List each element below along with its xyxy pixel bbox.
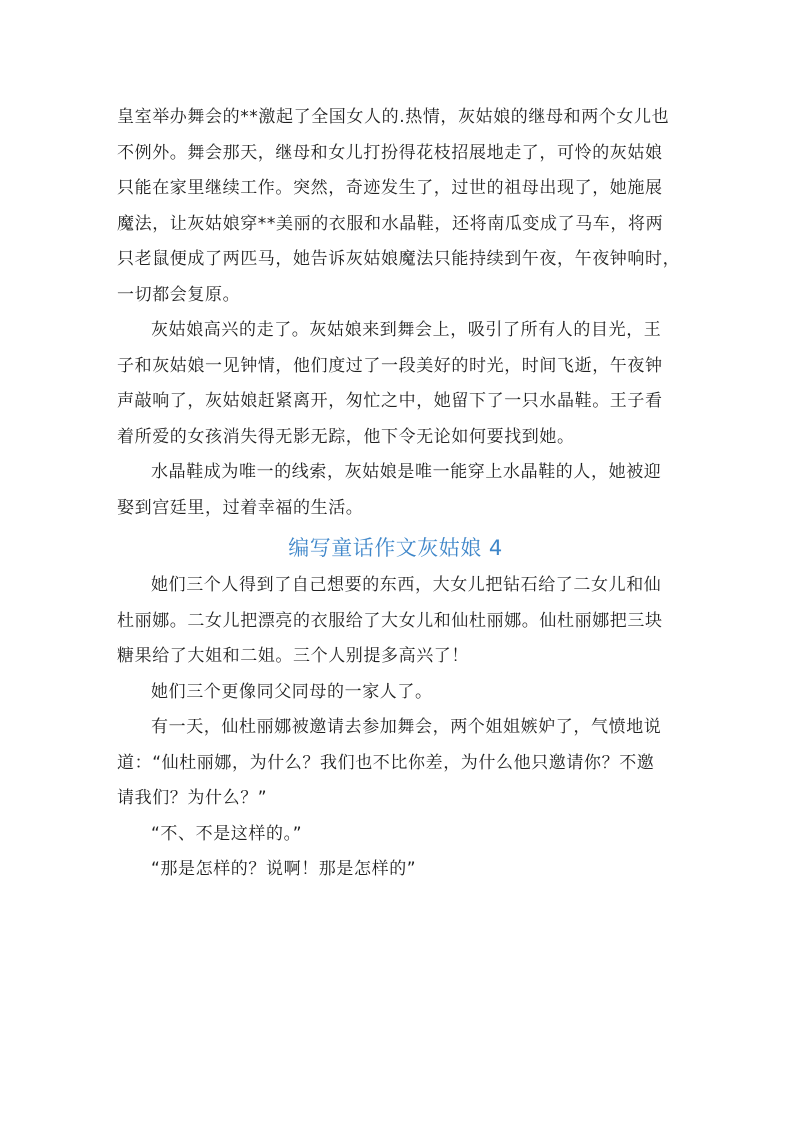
text-line: 着所爱的女孩消失得无影无踪，他下令无论如何要找到她。 (117, 426, 575, 447)
text-line: 不例外。舞会那天，继母和女儿打扮得花枝招展地走了，可怜的灰姑娘 (117, 142, 663, 163)
paragraph-6 (117, 710, 674, 817)
text-line: 皇室举办舞会的**激起了全国女人的.热情，灰姑娘的继母和两个女儿也 (117, 107, 670, 127)
text-line: 一切都会复原。 (117, 284, 241, 305)
text-line: 魔法，让灰姑娘穿**美丽的衣服和水晶鞋，还将南瓜变成了马车，将两 (117, 213, 664, 234)
text-line: 子和灰姑娘一见钟情，他们度过了一段美好的时光，时间飞逝，午夜钟 (117, 355, 663, 376)
paragraph-4 (117, 568, 674, 675)
paragraph-8-dialogue (117, 852, 674, 888)
text-line: 只老鼠便成了两匹马，她告诉灰姑娘魔法只能持续到午夜，午夜钟响时， (117, 249, 681, 269)
paragraph-7-dialogue (117, 817, 674, 853)
paragraph-2 (117, 313, 674, 455)
paragraph-3 (117, 455, 674, 526)
text-line: 有一天，仙杜丽娜被邀请去参加舞会，两个姐姐嫉妒了，气愤地说 (151, 717, 662, 737)
text-line: 只能在家里继续工作。突然，奇迹发生了，过世的祖母出现了，她施展 (117, 178, 663, 198)
text-line: “那是怎样的？说啊！那是怎样的” (151, 859, 417, 879)
section-heading: 编写童话作文灰姑娘 4 (288, 536, 503, 560)
text-line: 水晶鞋成为唯一的线索，灰姑娘是唯一能穿上水晶鞋的人，她被迎 (151, 462, 662, 482)
text-line: 灰姑娘高兴的走了。灰姑娘来到舞会上，吸引了所有人的目光，王 (151, 320, 662, 340)
text-line: 请我们？为什么？” (117, 788, 268, 808)
text-line: 她们三个人得到了自己想要的东西，大女儿把钻石给了二女儿和仙 (151, 575, 662, 595)
text-line: 糖果给了大姐和二姐。三个人别提多高兴了！ (117, 646, 469, 666)
document-body (117, 100, 681, 888)
text-line: 道：“仙杜丽娜，为什么？我们也不比你差，为什么他只邀请你？不邀 (117, 752, 655, 773)
text-line: 她们三个更像同父同母的一家人了。 (151, 681, 433, 702)
text-line: “不、不是这样的。” (151, 823, 303, 844)
text-line: 娶到宫廷里，过着幸福的生活。 (117, 497, 364, 518)
paragraph-5 (117, 675, 674, 711)
paragraph-1 (117, 100, 681, 313)
text-line: 声敲响了，灰姑娘赶紧离开，匆忙之中，她留下了一只水晶鞋。王子看 (117, 391, 663, 411)
text-line: 杜丽娜。二女儿把漂亮的衣服给了大女儿和仙杜丽娜。仙杜丽娜把三块 (117, 610, 663, 631)
